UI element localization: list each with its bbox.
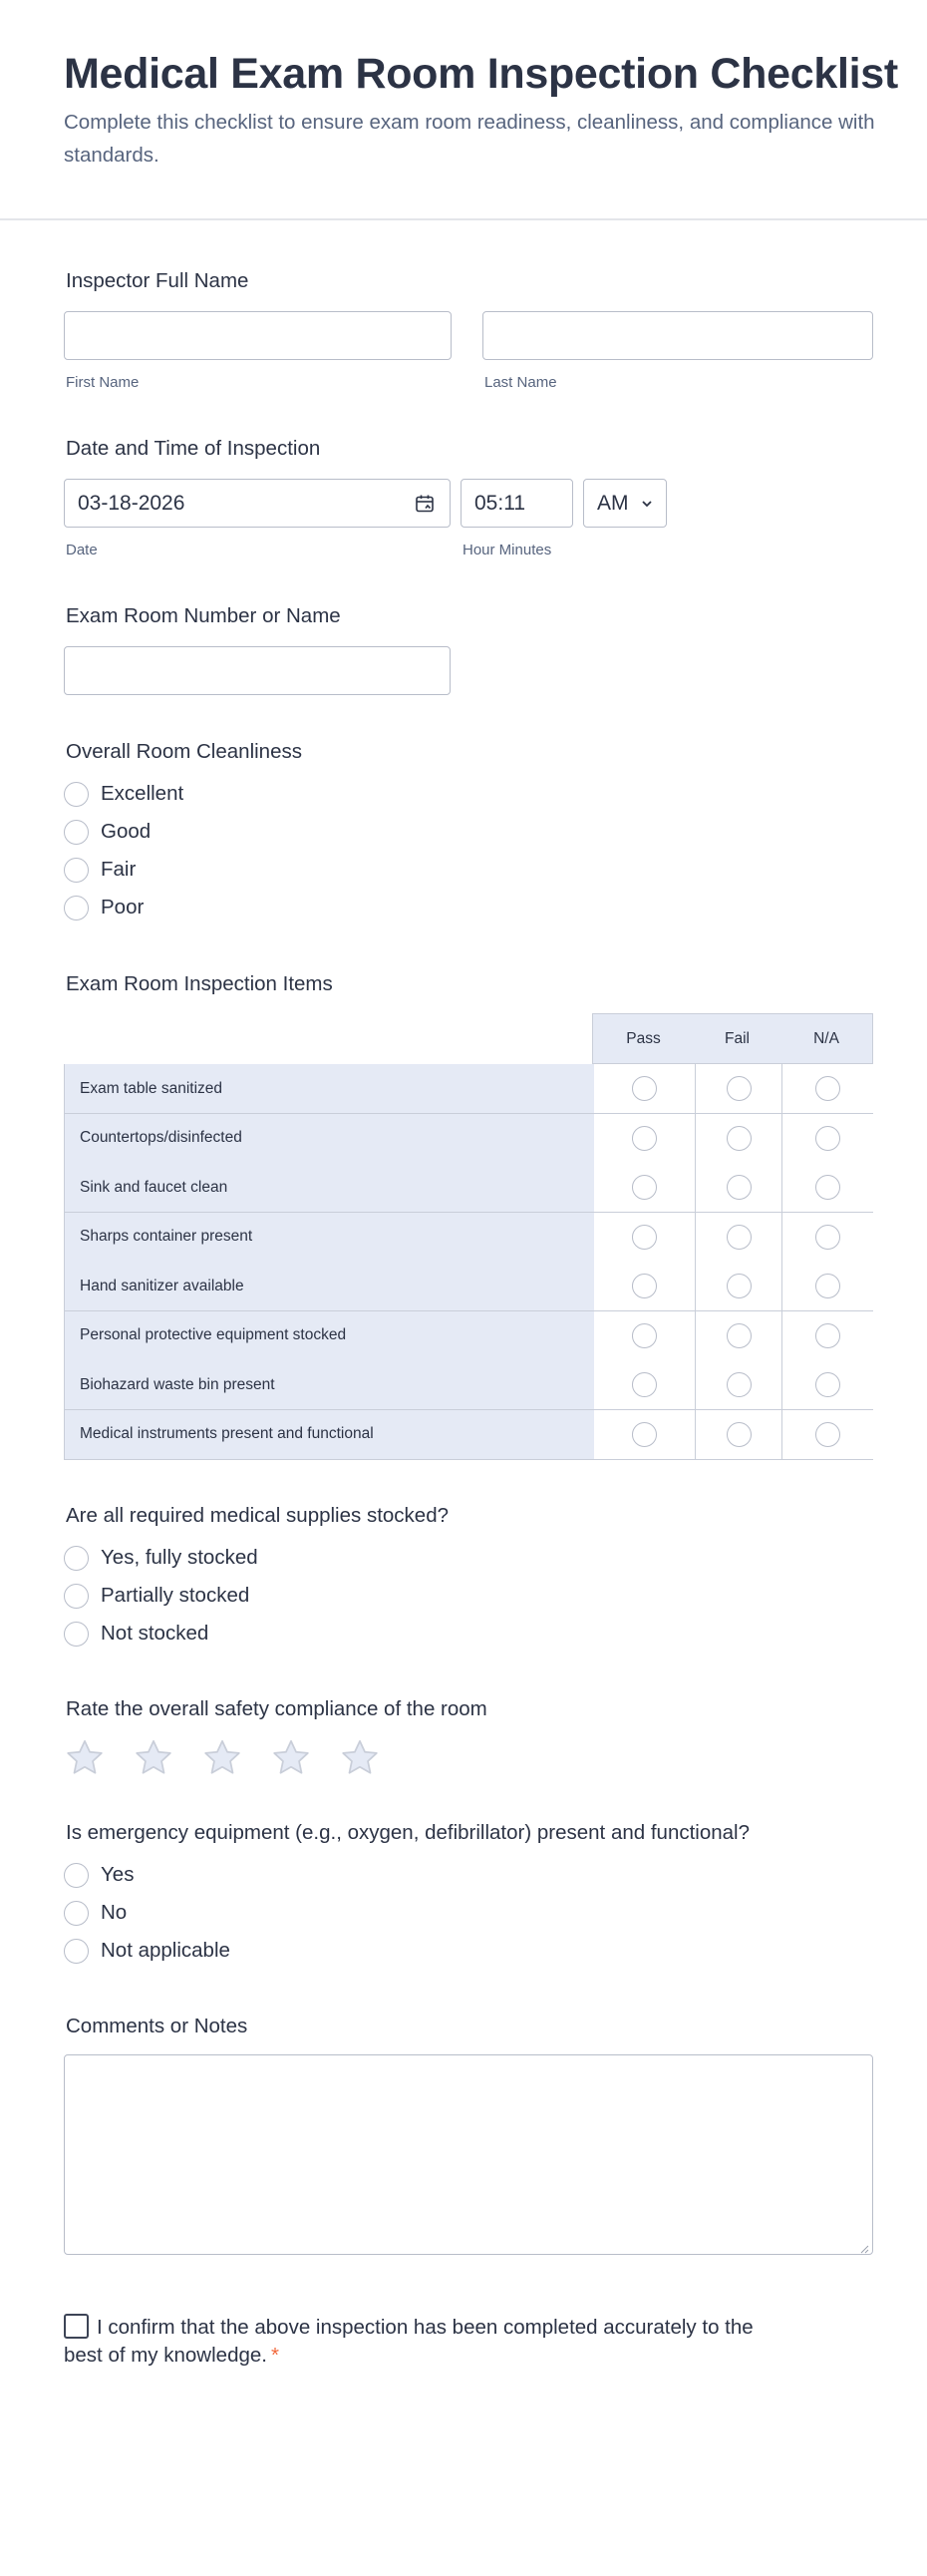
- cleanliness-option-poor[interactable]: [64, 894, 144, 921]
- date-value: 03-18-2026: [78, 492, 185, 515]
- cleanliness-label: Overall Room Cleanliness: [66, 740, 302, 763]
- matrix-cell[interactable]: [781, 1262, 873, 1310]
- ampm-select[interactable]: [583, 479, 667, 528]
- matrix-radio-pass[interactable]: [632, 1126, 657, 1151]
- option-label: Excellent: [101, 782, 184, 805]
- calendar-icon[interactable]: [414, 493, 436, 515]
- required-mark: *: [270, 2344, 279, 2367]
- matrix-row-label: Biohazard waste bin present: [65, 1360, 595, 1409]
- star-icon[interactable]: [64, 1737, 106, 1779]
- rating-label: Rate the overall safety compliance of the room: [66, 1697, 487, 1720]
- ampm-value: AM: [597, 492, 629, 515]
- option-label: Good: [101, 820, 152, 843]
- option-label: Partially stocked: [101, 1584, 250, 1607]
- matrix-radio-na[interactable]: [815, 1422, 840, 1447]
- matrix-cell[interactable]: [594, 1360, 695, 1409]
- matrix-row-label: Sharps container present: [65, 1213, 595, 1262]
- comments-label: Comments or Notes: [66, 2015, 248, 2037]
- matrix-radio-fail[interactable]: [727, 1126, 752, 1151]
- matrix-cell[interactable]: [695, 1311, 781, 1360]
- matrix-cell[interactable]: [695, 1064, 781, 1113]
- matrix-radio-fail[interactable]: [727, 1372, 752, 1397]
- last-name-input[interactable]: [482, 311, 873, 360]
- form-header: [0, 0, 927, 220]
- matrix-radio-na[interactable]: [815, 1175, 840, 1200]
- matrix-radio-na[interactable]: [815, 1323, 840, 1348]
- confirm-checkbox[interactable]: [64, 2314, 89, 2339]
- matrix-label: Exam Room Inspection Items: [66, 972, 333, 995]
- option-label: Fair: [101, 858, 137, 881]
- matrix-row: [64, 1163, 873, 1213]
- matrix-radio-fail[interactable]: [727, 1274, 752, 1298]
- radio-button[interactable]: [64, 896, 89, 920]
- matrix-cell[interactable]: [781, 1114, 873, 1163]
- cleanliness-option-fair[interactable]: [64, 856, 136, 884]
- matrix-row: [64, 1360, 873, 1410]
- option-label: Not stocked: [101, 1622, 209, 1645]
- matrix-radio-na[interactable]: [815, 1076, 840, 1101]
- matrix-cell[interactable]: [695, 1360, 781, 1409]
- matrix-cell[interactable]: [781, 1163, 873, 1212]
- matrix-cell[interactable]: [594, 1163, 695, 1212]
- matrix-radio-na[interactable]: [815, 1126, 840, 1151]
- matrix-radio-fail[interactable]: [727, 1323, 752, 1348]
- matrix-cell[interactable]: [781, 1311, 873, 1360]
- matrix-radio-na[interactable]: [815, 1372, 840, 1397]
- matrix-cell[interactable]: [594, 1213, 695, 1262]
- matrix-cell[interactable]: [594, 1311, 695, 1360]
- matrix-row-label: Sink and faucet clean: [65, 1163, 595, 1212]
- supplies-label: Are all required medical supplies stocked?: [66, 1504, 450, 1527]
- matrix-cell[interactable]: [781, 1064, 873, 1113]
- matrix-cell[interactable]: [781, 1213, 873, 1262]
- matrix-row-label: Hand sanitizer available: [65, 1262, 595, 1310]
- emergency-label: Is emergency equipment (e.g., oxygen, defibrillator) present and functional?: [66, 1821, 750, 1844]
- star-icon[interactable]: [133, 1737, 174, 1779]
- matrix-cell[interactable]: [695, 1262, 781, 1310]
- radio-button[interactable]: [64, 820, 89, 845]
- room-label: Exam Room Number or Name: [66, 604, 341, 627]
- option-label: Yes: [101, 1863, 135, 1886]
- matrix-radio-pass[interactable]: [632, 1175, 657, 1200]
- matrix-radio-fail[interactable]: [727, 1175, 752, 1200]
- matrix-col-fail: Fail: [694, 1013, 781, 1064]
- form-description: Complete this checklist to ensure exam room readiness, cleanliness, and compliance with standards.: [64, 111, 875, 167]
- supplies-option-partially[interactable]: [64, 1582, 249, 1610]
- option-label: No: [101, 1901, 128, 1924]
- first-name-input[interactable]: [64, 311, 452, 360]
- emergency-option-no[interactable]: [64, 1899, 127, 1927]
- star-icon[interactable]: [339, 1737, 381, 1779]
- time-sublabel: Hour Minutes: [463, 542, 552, 558]
- matrix-row: [64, 1410, 873, 1460]
- room-input[interactable]: [64, 646, 451, 695]
- matrix-col-pass: Pass: [592, 1013, 695, 1064]
- radio-button[interactable]: [64, 1622, 89, 1647]
- radio-button[interactable]: [64, 1584, 89, 1609]
- matrix-cell[interactable]: [695, 1163, 781, 1212]
- resize-handle-icon[interactable]: [859, 2241, 869, 2251]
- comments-textarea[interactable]: [64, 2054, 873, 2255]
- matrix-row-label: Countertops/disinfected: [65, 1114, 595, 1163]
- matrix-radio-pass[interactable]: [632, 1372, 657, 1397]
- supplies-option-not[interactable]: [64, 1620, 208, 1648]
- star-icon[interactable]: [201, 1737, 243, 1779]
- last-name-sublabel: Last Name: [484, 374, 557, 391]
- option-label: Yes, fully stocked: [101, 1546, 258, 1569]
- matrix-cell[interactable]: [781, 1360, 873, 1409]
- date-input[interactable]: [64, 479, 451, 528]
- time-value: 05:11: [474, 492, 525, 515]
- matrix-cell[interactable]: [594, 1410, 695, 1459]
- radio-button[interactable]: [64, 1546, 89, 1571]
- matrix-row: [64, 1311, 873, 1361]
- matrix-cell[interactable]: [594, 1114, 695, 1163]
- matrix-row-label: Exam table sanitized: [65, 1064, 595, 1113]
- first-name-sublabel: First Name: [66, 374, 140, 391]
- matrix-row: [64, 1114, 873, 1164]
- matrix-radio-fail[interactable]: [727, 1225, 752, 1250]
- chevron-down-icon: [640, 497, 654, 511]
- matrix-row: [64, 1262, 873, 1311]
- option-label: Poor: [101, 896, 145, 919]
- radio-button[interactable]: [64, 1939, 89, 1964]
- matrix-radio-pass[interactable]: [632, 1422, 657, 1447]
- star-rating: [64, 1737, 408, 1779]
- cleanliness-option-good[interactable]: [64, 818, 151, 846]
- matrix-radio-na[interactable]: [815, 1274, 840, 1298]
- option-label: Not applicable: [101, 1939, 230, 1962]
- matrix-cell[interactable]: [695, 1114, 781, 1163]
- matrix-radio-pass[interactable]: [632, 1274, 657, 1298]
- datetime-label: Date and Time of Inspection: [66, 437, 321, 460]
- emergency-option-na[interactable]: [64, 1937, 230, 1965]
- matrix-radio-fail[interactable]: [727, 1076, 752, 1101]
- matrix-cell[interactable]: [594, 1262, 695, 1310]
- matrix-row: [64, 1213, 873, 1263]
- matrix-cell[interactable]: [695, 1410, 781, 1459]
- confirm-text: I confirm that the above inspection has been completed accurately to the best of my knowledge.: [64, 2316, 754, 2367]
- matrix-radio-fail[interactable]: [727, 1422, 752, 1447]
- matrix-radio-na[interactable]: [815, 1225, 840, 1250]
- form-title: Medical Exam Room Inspection Checklist: [64, 50, 898, 98]
- date-sublabel: Date: [66, 542, 98, 558]
- matrix-row: [64, 1064, 873, 1114]
- radio-button[interactable]: [64, 858, 89, 883]
- matrix-col-na: N/A: [780, 1013, 873, 1064]
- radio-button[interactable]: [64, 1901, 89, 1926]
- star-icon[interactable]: [270, 1737, 312, 1779]
- matrix-cell[interactable]: [695, 1213, 781, 1262]
- matrix-row-label: Personal protective equipment stocked: [65, 1311, 595, 1360]
- matrix-radio-pass[interactable]: [632, 1225, 657, 1250]
- matrix-cell[interactable]: [781, 1410, 873, 1459]
- matrix-radio-pass[interactable]: [632, 1076, 657, 1101]
- cleanliness-option-excellent[interactable]: [64, 780, 183, 808]
- matrix-cell[interactable]: [594, 1064, 695, 1113]
- inspector-name-label: Inspector Full Name: [66, 269, 249, 292]
- supplies-option-fully[interactable]: [64, 1544, 258, 1572]
- matrix-row-label: Medical instruments present and functional: [65, 1410, 595, 1459]
- radio-button[interactable]: [64, 1863, 89, 1888]
- confirmation: [64, 2314, 781, 2370]
- radio-button[interactable]: [64, 782, 89, 807]
- time-input[interactable]: [461, 479, 573, 528]
- matrix-radio-pass[interactable]: [632, 1323, 657, 1348]
- emergency-option-yes[interactable]: [64, 1861, 134, 1889]
